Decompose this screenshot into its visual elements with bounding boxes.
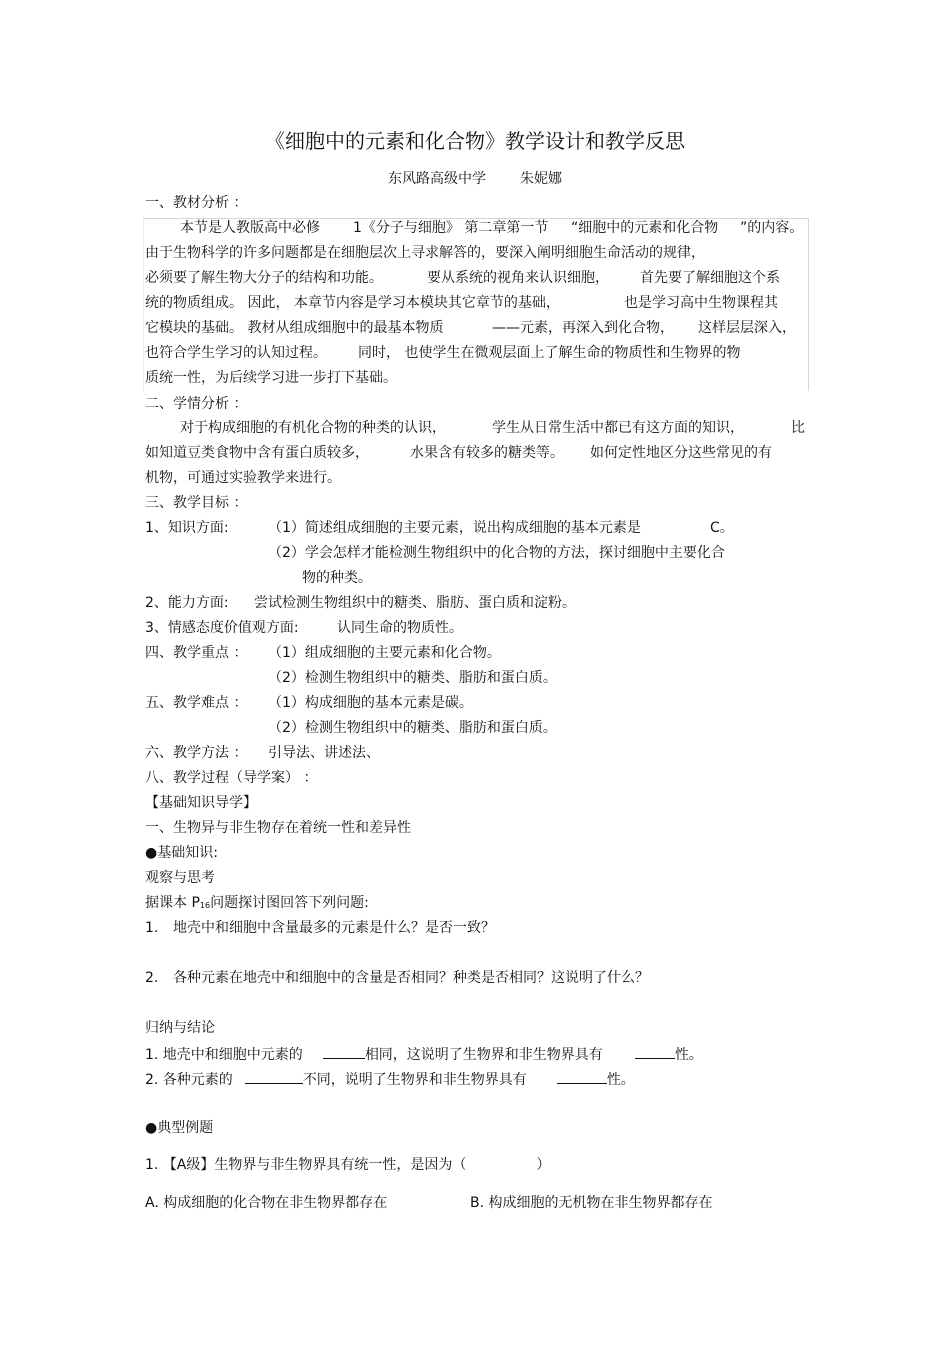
observe-label: 观察与思考 [145,870,215,886]
fill-blank[interactable] [635,1044,675,1059]
reference-prefix: 据课本 P [145,895,200,911]
goal-knowledge-1: （1）简述组成细胞的主要元素，说出构成细胞的基本元素是 [268,520,641,536]
conclusion-2-part-b: 不同，说明了生物界和非生物界具有 [302,1072,527,1088]
conclusion-label: 归纳与结论 [145,1020,215,1036]
conclusion-1-part-c: 性。 [674,1047,703,1063]
difficulty-1: （1）构成细胞的基本元素是碳。 [268,695,473,711]
fill-blank[interactable] [245,1069,303,1084]
analysis-line-2: 由于生物科学的许多问题都是在细胞层次上寻求解答的，要深入阐明细胞生命活动的规律， [145,245,705,261]
analysis-line-5b: ——元素，再深入到化合物， [492,320,674,336]
fill-blank[interactable] [557,1069,607,1084]
question-1: 地壳中和细胞中含量最多的元素是什么？是否一致？ [173,920,495,936]
question-2: 各种元素在地壳中和细胞中的含量是否相同？种类是否相同？这说明了什么？ [173,970,649,986]
fill-blank[interactable] [323,1044,365,1059]
analysis-line-3b: 要从系统的视角来认识细胞， [427,270,609,286]
example-1-stem: 1. 【A级】生物界与非生物界具有统一性，是因为（ [145,1157,467,1173]
basic-knowledge-label: ●基础知识: [145,845,218,861]
analysis-line-1b: 1《分子与细胞》 第二章第一节 [353,220,549,236]
learner-line-1c: 比 [791,420,805,436]
author-line [0,170,950,188]
key-point-1: （1）组成细胞的主要元素和化合物。 [268,645,501,661]
goal-ability-label: 2、能力方面: [145,595,229,611]
goal-knowledge-label: 1、知识方面: [145,520,229,536]
learner-line-3: 机物，可通过实验教学来进行。 [145,470,341,486]
conclusion-2-part-c: 性。 [606,1072,635,1088]
document-title: 《细胞中的元素和化合物》教学设计和教学反思 [265,129,685,153]
process-heading: 【基础知识导学】 [145,795,257,811]
section-heading-methods: 六、教学方法 ： [145,745,248,761]
analysis-line-6b: 同时， 也使学生在微观层面上了解生命的物质性和生物界的物 [358,345,741,361]
conclusion-1-part-a: 1. 地壳中和细胞中元素的 [145,1047,303,1063]
analysis-line-1a: 本节是人教版高中必修 [180,220,320,236]
goal-knowledge-2: （2）学会怎样才能检测生物组织中的化合物的方法，探讨细胞中主要化合 [268,545,725,561]
key-point-2: （2）检测生物组织中的糖类、脂肪和蛋白质。 [268,670,557,686]
section-heading-textbook-analysis: 一、教材分析 ： [145,195,248,211]
learner-line-1a: 对于构成细胞的有机化合物的种类的认识， [180,420,446,436]
question-1-number: 1. [145,920,159,936]
question-2-number: 2. [145,970,159,986]
goal-knowledge-1-answer: C。 [710,520,734,536]
goal-emotion-label: 3、情感态度价值观方面: [145,620,299,636]
learner-line-2a: 如知道豆类食物中含有蛋白质较多， [145,445,369,461]
reference-page-number: 16 [199,901,211,910]
analysis-line-7: 质统一性，为后续学习进一步打下基础。 [145,370,397,386]
conclusion-1-part-b: 相同，这说明了生物界和非生物界具有 [364,1047,603,1063]
section-heading-process: 八、教学过程（导学案） ： [145,770,318,786]
goal-emotion-text: 认同生命的物质性。 [337,620,463,636]
goal-ability-text: 尝试检测生物组织中的糖类、脂肪、蛋白质和淀粉。 [254,595,576,611]
difficulty-2: （2）检测生物组织中的糖类、脂肪和蛋白质。 [268,720,557,736]
analysis-line-3a: 必须要了解生物大分子的结构和功能。 [145,270,383,286]
learner-line-1b: 学生从日常生活中都已有这方面的知识， [492,420,744,436]
conclusion-1 [145,1044,703,1064]
section-heading-key-points: 四、教学重点 ： [145,645,248,661]
textbook-reference [145,894,369,915]
analysis-line-3c: 首先要了解细胞这个系 [640,270,780,286]
goal-knowledge-2-cont: 物的种类。 [302,570,372,586]
analysis-line-6a: 也符合学生学习的认知过程。 [145,345,327,361]
section-heading-difficulties: 五、教学难点 ： [145,695,248,711]
conclusion-2-part-a: 2. 各种元素的 [145,1072,233,1088]
section-heading-learner-analysis: 二、学情分析 ： [145,396,248,412]
option-a: A. 构成细胞的化合物在非生物界都存在 [145,1195,388,1211]
reference-suffix: 问题探讨图回答下列问题: [210,895,369,911]
analysis-line-5c: 这样层层深入， [698,320,796,336]
analysis-line-4b: 也是学习高中生物课程其 [624,295,778,311]
analysis-line-4a: 统的物质组成。 因此， 本章节内容是学习本模块其它章节的基础， [145,295,560,311]
example-1-close-paren: ） [536,1157,551,1173]
section-heading-teaching-goals: 三、教学目标 ： [145,495,248,511]
analysis-line-5a: 它模块的基础。 教材从组成细胞中的最基本物质 [145,320,444,336]
option-b: B. 构成细胞的无机物在非生物界都存在 [470,1195,713,1211]
learner-line-2b: 水果含有较多的糖类等。 [410,445,564,461]
author-school: 东风路高级中学 [388,171,486,187]
process-subheading: 一、生物异与非生物存在着统一性和差异性 [145,820,411,836]
analysis-line-1c: “细胞中的元素和化合物 [571,220,719,236]
methods-text: 引导法、讲述法、 [268,745,380,761]
example-1 [145,1156,550,1174]
typical-examples-label: ●典型例题 [145,1120,214,1136]
learner-line-2c: 如何定性地区分这些常见的有 [590,445,772,461]
analysis-line-1d: ”的内容。 [740,220,804,236]
author-name: 朱妮娜 [520,171,562,187]
conclusion-2 [145,1069,635,1089]
